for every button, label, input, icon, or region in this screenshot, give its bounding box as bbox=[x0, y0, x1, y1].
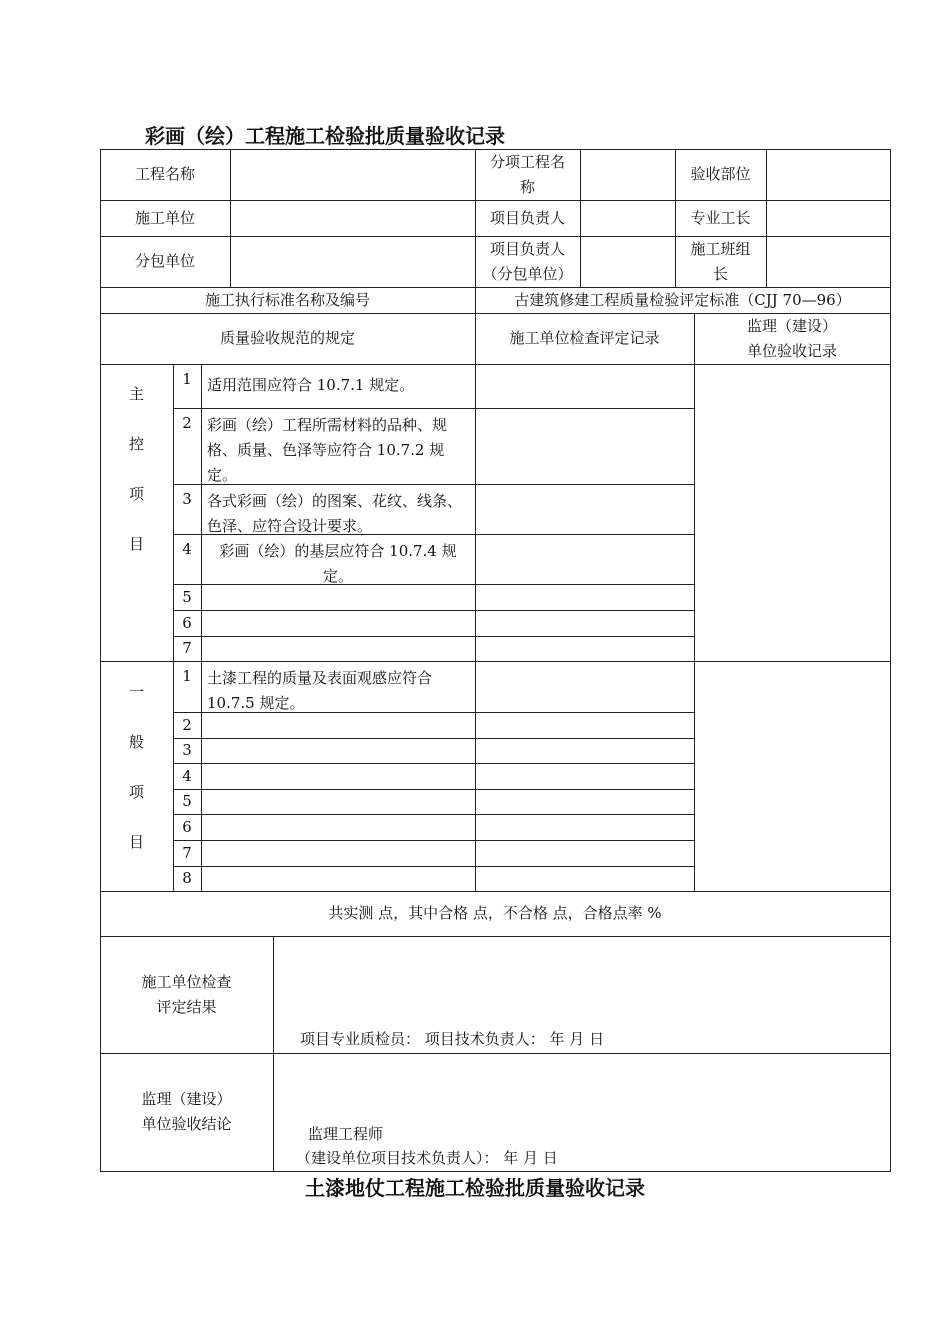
item-spec-text: 彩画（绘）的基层应符合 10.7.4 规定。 bbox=[219, 542, 457, 585]
item-spec-cell bbox=[201, 610, 476, 637]
table-cell bbox=[230, 200, 476, 237]
item-number: 4 bbox=[182, 540, 192, 558]
project-manager-label: 项目负责人 bbox=[489, 209, 565, 227]
item-number: 8 bbox=[182, 869, 192, 887]
item-check-cell bbox=[475, 584, 695, 611]
general-group-label-char: 般 bbox=[128, 733, 144, 751]
item-number: 1 bbox=[182, 667, 192, 685]
check-record-column-header: 施工单位检查评定记录 bbox=[509, 329, 660, 347]
form-title: 彩画（绘）工程施工检验批质量验收记录 bbox=[145, 124, 505, 148]
project-name-label: 工程名称 bbox=[134, 165, 195, 183]
team-leader-label: 施工班组 长 bbox=[690, 240, 751, 283]
item-check-cell bbox=[475, 840, 695, 867]
item-number: 3 bbox=[182, 741, 192, 759]
supervision-result-label: 监理（建设） 单位验收结论 bbox=[141, 1090, 232, 1133]
table-cell bbox=[766, 236, 891, 288]
item-number: 2 bbox=[182, 716, 192, 734]
item-check-cell bbox=[475, 636, 695, 662]
item-number: 1 bbox=[182, 370, 192, 388]
item-spec-cell bbox=[201, 738, 476, 764]
item-spec-cell bbox=[201, 636, 476, 662]
sub-project-value-cell bbox=[580, 149, 676, 201]
item-number: 5 bbox=[182, 792, 192, 810]
item-spec-cell bbox=[201, 584, 476, 611]
item-check-cell bbox=[475, 712, 695, 739]
table-cell bbox=[766, 200, 891, 237]
item-spec-cell bbox=[201, 814, 476, 841]
acceptance-part-value-cell bbox=[766, 149, 891, 201]
item-check-cell bbox=[475, 763, 695, 790]
main-group-label-char: 主 bbox=[128, 385, 144, 403]
acceptance-part-label: 验收部位 bbox=[690, 165, 751, 183]
table-cell bbox=[580, 236, 676, 288]
item-check-cell bbox=[475, 866, 695, 892]
general-group-label-char: 项 bbox=[128, 783, 144, 801]
item-spec-text: 彩画（绘）工程所需材料的品种、规格、质量、色泽等应符合 10.7.2 规定。 bbox=[207, 416, 448, 484]
subcontract-unit-label: 分包单位 bbox=[134, 252, 195, 270]
table-cell bbox=[230, 236, 476, 288]
general-supervisor-cell bbox=[694, 661, 891, 892]
item-number: 6 bbox=[182, 818, 192, 836]
summary-text: 共实测 点，其中合格 点，不合格 点，合格点率 % bbox=[328, 904, 662, 922]
supervision-signers: （建设单位项目技术负责人）： 年 月 日 bbox=[296, 1149, 558, 1167]
main-supervisor-cell bbox=[694, 364, 891, 662]
item-spec-text: 土漆工程的质量及表面观感应符合 10.7.5 规定。 bbox=[207, 669, 433, 712]
item-spec-cell bbox=[201, 840, 476, 867]
item-number: 7 bbox=[182, 844, 192, 862]
item-check-cell bbox=[475, 534, 695, 585]
item-spec-text: 适用范围应符合 10.7.1 规定。 bbox=[207, 376, 415, 394]
item-spec-cell bbox=[201, 712, 476, 739]
spec-column-header: 质量验收规范的规定 bbox=[219, 329, 355, 347]
main-group-label-char: 目 bbox=[128, 535, 144, 553]
table-cell bbox=[580, 200, 676, 237]
general-group-label-char: 目 bbox=[128, 833, 144, 851]
item-check-cell bbox=[475, 408, 695, 485]
item-spec-text: 各式彩画（绘）的图案、花纹、线条、色泽、应符合设计要求。 bbox=[207, 492, 463, 535]
standard-value: 古建筑修建工程质量检验评定标准（CJJ 70—96） bbox=[514, 291, 851, 309]
construction-unit-label: 施工单位 bbox=[134, 209, 195, 227]
general-group-label-char: 一 bbox=[128, 683, 144, 701]
item-number: 7 bbox=[182, 639, 192, 657]
sub-project-manager-label: 项目负责人 （分包单位） bbox=[482, 240, 573, 283]
project-name-value-cell bbox=[230, 149, 476, 201]
item-check-cell bbox=[475, 610, 695, 637]
item-spec-cell bbox=[201, 866, 476, 892]
item-check-cell bbox=[475, 789, 695, 815]
main-group-label-char: 项 bbox=[128, 485, 144, 503]
item-number: 5 bbox=[182, 588, 192, 606]
item-number: 2 bbox=[182, 414, 192, 432]
main-group-label-char: 控 bbox=[128, 435, 144, 453]
item-spec-cell bbox=[201, 789, 476, 815]
item-check-cell bbox=[475, 814, 695, 841]
item-spec-cell bbox=[201, 763, 476, 790]
next-form-title: 土漆地仗工程施工检验批质量验收记录 bbox=[305, 1176, 645, 1200]
main-group-label-cell bbox=[100, 364, 174, 662]
item-check-cell bbox=[475, 738, 695, 764]
item-check-cell bbox=[475, 484, 695, 535]
sub-project-label: 分项工程名 称 bbox=[489, 153, 565, 196]
standard-label: 施工执行标准名称及编号 bbox=[204, 291, 370, 309]
item-number: 3 bbox=[182, 490, 192, 508]
item-check-cell bbox=[475, 661, 695, 713]
supervisor-engineer-label: 监理工程师 bbox=[308, 1125, 384, 1143]
item-number: 6 bbox=[182, 614, 192, 632]
construction-result-label: 施工单位检查 评定结果 bbox=[141, 973, 232, 1016]
item-check-cell bbox=[475, 364, 695, 409]
item-number: 4 bbox=[182, 767, 192, 785]
supervisor-record-column-header: 监理（建设） 单位验收记录 bbox=[746, 317, 837, 360]
construction-signers: 项目专业质检员： 项目技术负责人： 年 月 日 bbox=[300, 1030, 605, 1048]
specialty-foreman-label: 专业工长 bbox=[690, 209, 751, 227]
